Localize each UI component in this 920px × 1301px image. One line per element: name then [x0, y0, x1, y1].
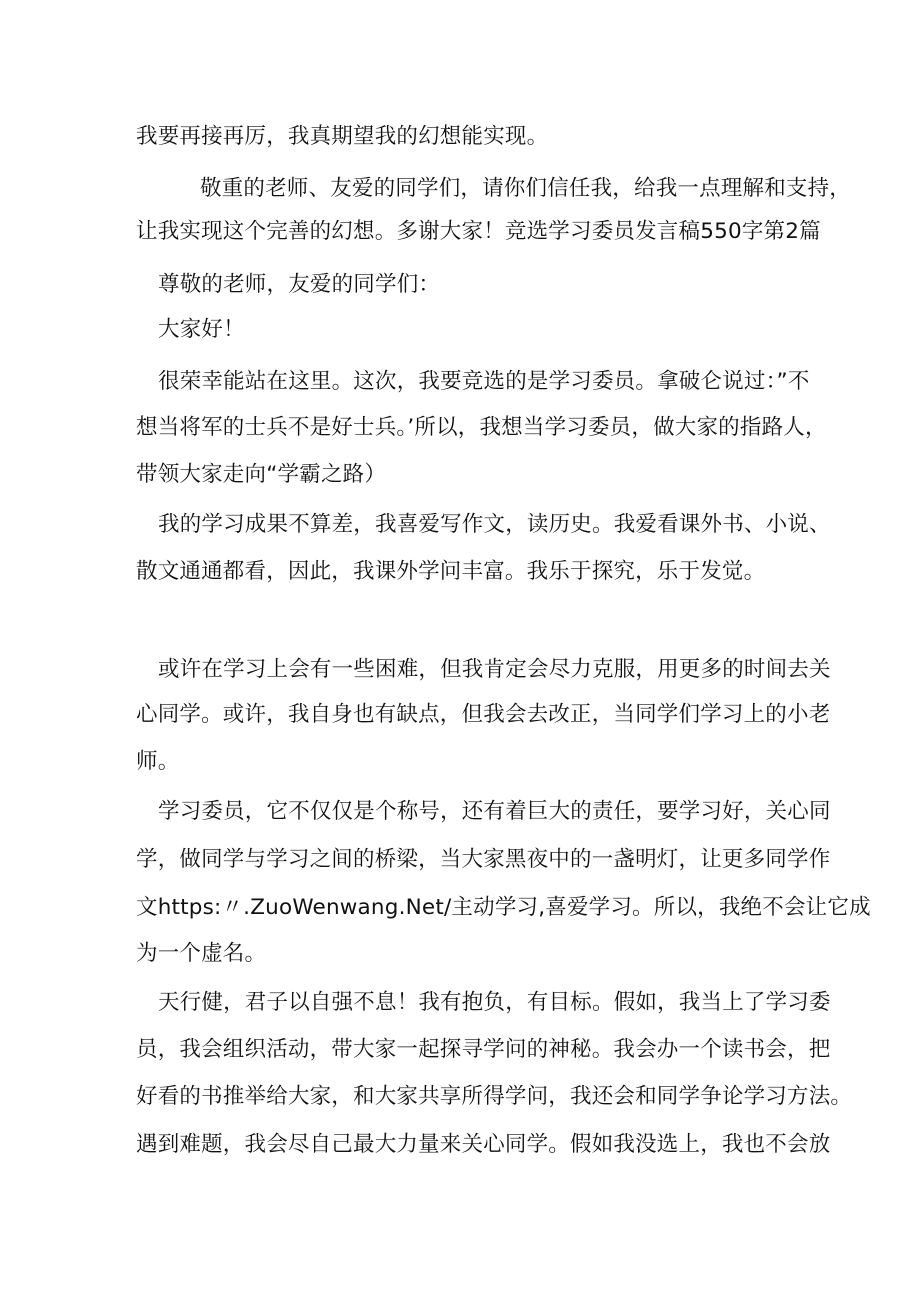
- text-line: 学习委员，它不仅仅是个称号，还有着巨大的责任，要学习好，关心同: [158, 799, 831, 824]
- text-line: 我要再接再厉，我真期望我的幻想能实现。: [136, 124, 549, 149]
- text-line: 大家好！: [158, 317, 245, 342]
- text-line: 敬重的老师、友爱的同学们，请你们信任我，给我一点理解和支持，: [200, 176, 852, 201]
- text-line: 为一个虚名。: [136, 941, 267, 966]
- text-line: 学，做同学与学习之间的桥梁，当大家黑夜中的一盏明灯，让更多同学作: [136, 847, 831, 872]
- text-line: 很荣幸能站在这里。这次，我要竞选的是学习委员。拿破仑说过：”不: [158, 369, 810, 394]
- text-line: 师。: [136, 749, 180, 774]
- text-line: 想当将军的士兵不是好士兵。’所以，我想当学习委员，做大家的指路人，: [136, 415, 827, 440]
- text-line: 带领大家走向“学霸之路）: [136, 462, 387, 487]
- text-line: 心同学。或许，我自身也有缺点，但我会去改正，当同学们学习上的小老: [136, 702, 831, 727]
- text-line: 让我实现这个完善的幻想。多谢大家！竞选学习委员发言稿550字第2篇: [136, 219, 821, 244]
- text-line: 好看的书推举给大家，和大家共享所得学问，我还会和同学争论学习方法。: [136, 1084, 853, 1109]
- text-line: 遇到难题，我会尽自己最大力量来关心同学。假如我没选上，我也不会放: [136, 1132, 831, 1157]
- text-line: 或许在学习上会有一些困难，但我肯定会尽力克服，用更多的时间去关: [158, 657, 831, 682]
- text-line: 天行健，君子以自强不息！我有抱负，有目标。假如，我当上了学习委: [158, 990, 831, 1015]
- text-line: 员，我会组织活动，带大家一起探寻学问的神秘。我会办一个读书会，把: [136, 1037, 831, 1062]
- text-line: 文https:〃.ZuoWenwang.Net/主动学习,喜爱学习。所以，我绝不会让它成: [136, 895, 871, 920]
- text-line: 尊敬的老师，友爱的同学们：: [158, 272, 441, 297]
- text-line: 散文通通都看，因此，我课外学问丰富。我乐于探究，乐于发觉。: [136, 559, 766, 584]
- text-line: 我的学习成果不算差，我喜爱写作文，读历史。我爱看课外书、小说、: [158, 512, 831, 537]
